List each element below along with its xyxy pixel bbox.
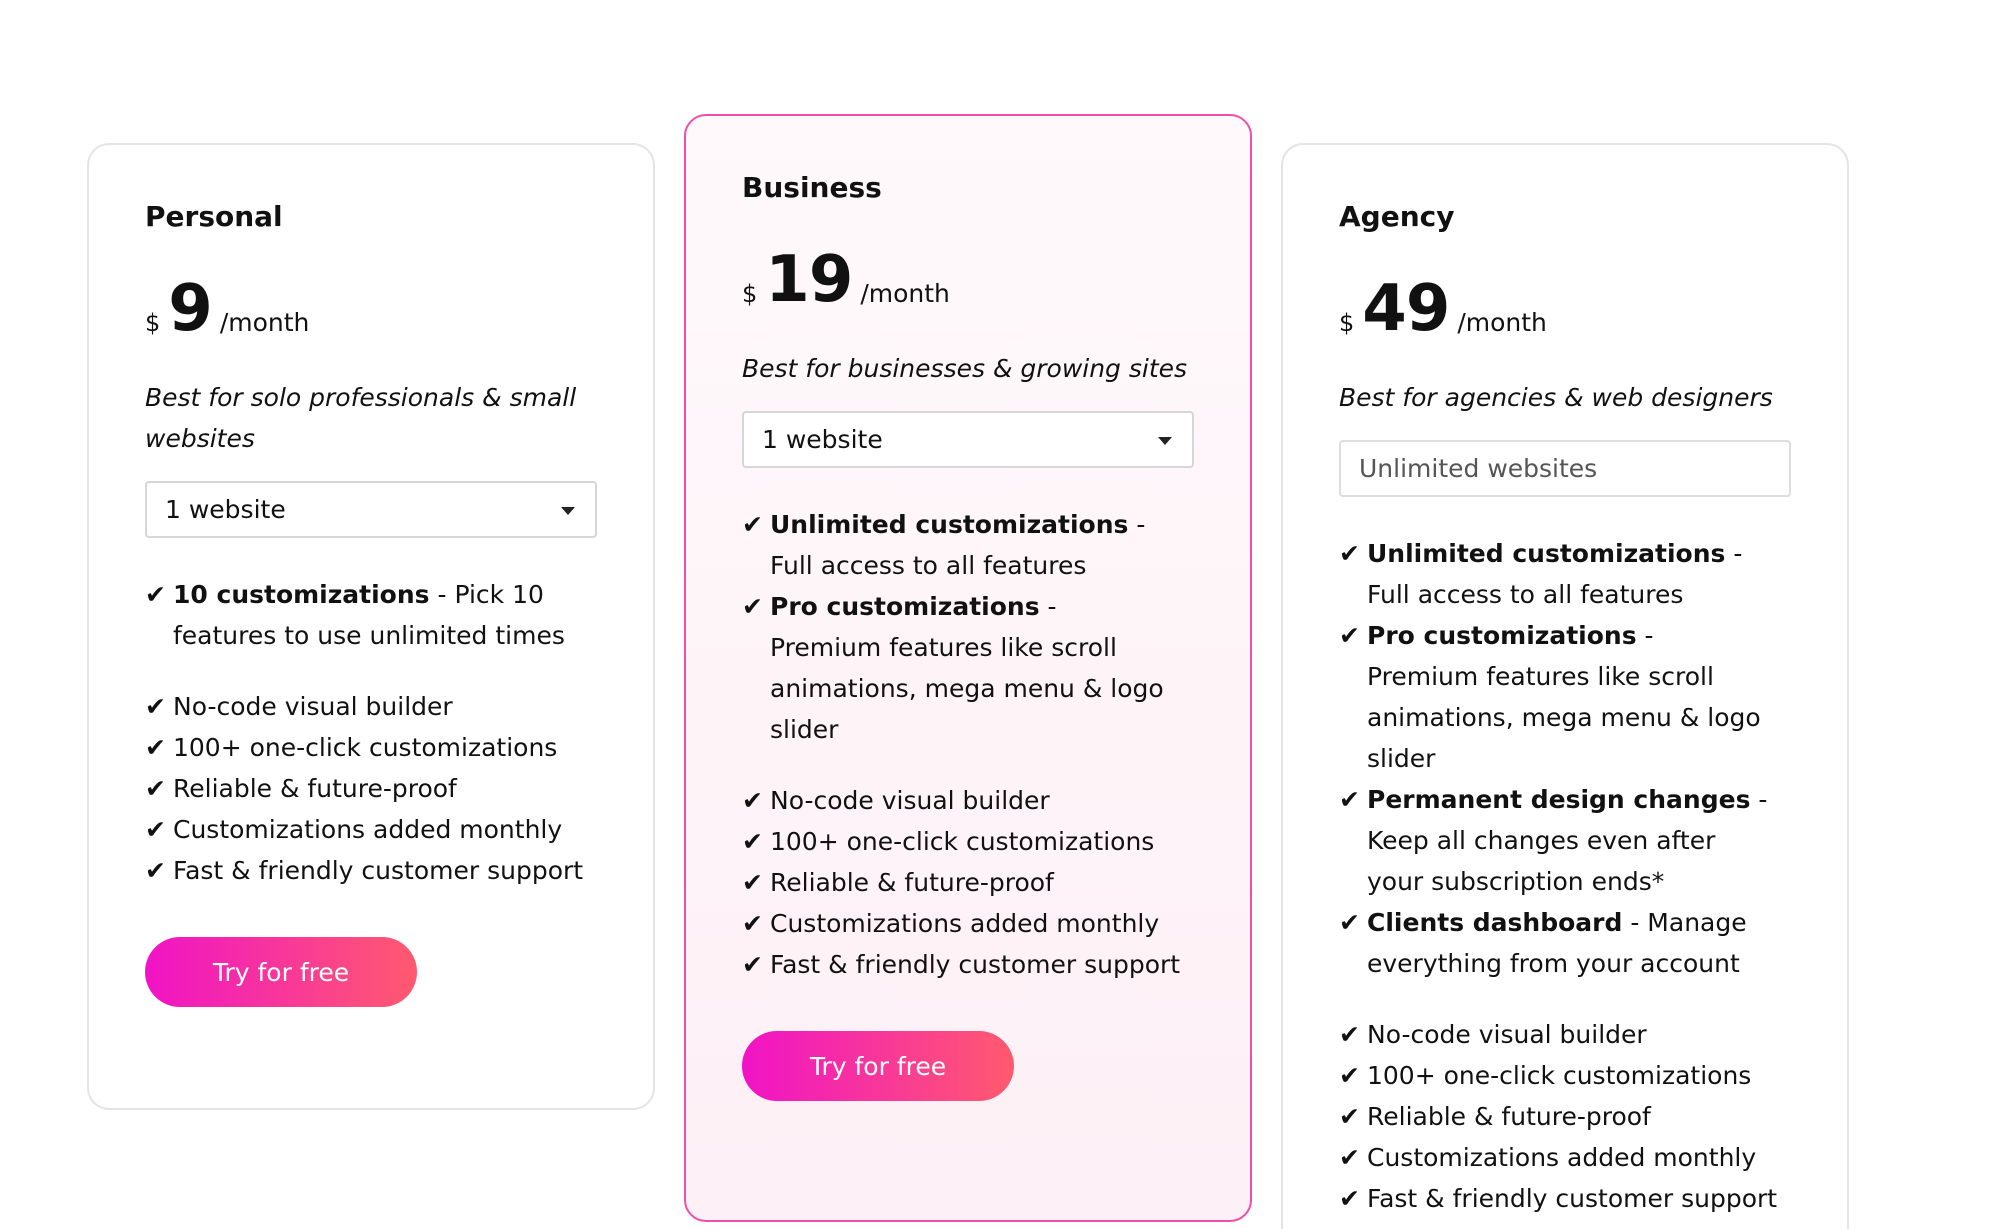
price-currency: $ <box>742 280 758 308</box>
highlight-list <box>1339 533 1769 984</box>
feature-item: ✔ 100+ one-click customizations <box>742 821 1212 862</box>
plan-card-agency <box>1281 143 1849 1229</box>
check-icon: ✔ <box>742 827 763 856</box>
select-value: Unlimited websites <box>1359 454 1598 483</box>
highlight-item: ✔ Clients dashboard - Manage everything from your account <box>1339 902 1769 984</box>
highlight-item: ✔ Pro customizations - Premium features like scroll animations, mega menu & logo slider <box>1339 615 1769 779</box>
plan-tagline: Best for agencies & web designers <box>1339 383 1773 412</box>
check-icon: ✔ <box>1339 1061 1360 1090</box>
check-icon: ✔ <box>1339 1184 1360 1213</box>
select-value: 1 website <box>762 425 883 454</box>
plan-card-personal <box>87 143 655 1110</box>
feature-item: ✔ Fast & friendly customer support <box>145 850 615 891</box>
check-icon: ✔ <box>1339 908 1360 937</box>
feature-item: ✔ Reliable & future-proof <box>742 862 1212 903</box>
website-count-select[interactable] <box>742 411 1194 468</box>
caret-down-icon <box>1158 437 1172 445</box>
feature-item: ✔ Customizations added monthly <box>145 809 615 850</box>
feature-item: ✔ Fast & friendly customer support <box>742 944 1212 985</box>
website-count-field <box>1339 440 1791 497</box>
check-icon: ✔ <box>145 815 166 844</box>
feature-item: ✔ Fast & friendly customer support <box>1339 1178 1809 1219</box>
check-icon: ✔ <box>742 909 763 938</box>
check-icon: ✔ <box>742 592 763 621</box>
feature-list <box>742 780 1212 985</box>
try-for-free-button[interactable]: Try for free <box>145 937 417 1007</box>
plan-card-business <box>684 114 1252 1222</box>
plan-tagline: Best for solo professionals & small websites <box>145 383 577 453</box>
check-icon: ✔ <box>1339 621 1360 650</box>
feature-list <box>1339 1014 1809 1219</box>
highlight-item: ✔ Pro customizations - Premium features like scroll animations, mega menu & logo slider <box>742 586 1172 750</box>
price-period: /month <box>860 279 950 308</box>
price-period: /month <box>1457 308 1547 337</box>
price-amount: 49 <box>1362 272 1450 346</box>
price <box>1339 257 1809 347</box>
check-icon: ✔ <box>1339 1143 1360 1172</box>
select-value: 1 website <box>165 495 286 524</box>
check-icon: ✔ <box>742 868 763 897</box>
highlight-item: ✔ 10 customizations - Pick 10 features to use unlimited times <box>145 574 565 656</box>
feature-item: ✔ 100+ one-click customizations <box>145 727 615 768</box>
check-icon: ✔ <box>145 733 166 762</box>
check-icon: ✔ <box>145 774 166 803</box>
check-icon: ✔ <box>742 786 763 815</box>
price-amount: 9 <box>168 272 212 346</box>
highlight-list <box>145 574 565 656</box>
plan-name: Agency <box>1339 200 1455 233</box>
website-count-select[interactable] <box>145 481 597 538</box>
check-icon: ✔ <box>145 856 166 885</box>
highlight-item: ✔ Permanent design changes - Keep all changes even after your subscription ends* <box>1339 779 1769 902</box>
plan-name: Personal <box>145 200 283 233</box>
feature-item: ✔ Customizations added monthly <box>742 903 1212 944</box>
price <box>742 228 1212 318</box>
feature-item: ✔ Reliable & future-proof <box>1339 1096 1809 1137</box>
price-currency: $ <box>1339 309 1355 337</box>
caret-down-icon <box>561 507 575 515</box>
feature-list <box>145 686 615 891</box>
highlight-item: ✔ Unlimited customizations - Full access to all features <box>1339 533 1769 615</box>
feature-item: ✔ No-code visual builder <box>145 686 615 727</box>
price-currency: $ <box>145 309 161 337</box>
plan-name: Business <box>742 171 882 204</box>
check-icon: ✔ <box>1339 1102 1360 1131</box>
check-icon: ✔ <box>1339 539 1360 568</box>
check-icon: ✔ <box>1339 785 1360 814</box>
highlight-item: ✔ Unlimited customizations - Full access to all features <box>742 504 1172 586</box>
highlight-list <box>742 504 1172 750</box>
feature-item: ✔ Reliable & future-proof <box>145 768 615 809</box>
try-for-free-button[interactable]: Try for free <box>742 1031 1014 1101</box>
feature-item: ✔ Customizations added monthly <box>1339 1137 1809 1178</box>
check-icon: ✔ <box>145 692 166 721</box>
plan-tagline: Best for businesses & growing sites <box>742 354 1188 383</box>
price-amount: 19 <box>765 243 853 317</box>
check-icon: ✔ <box>145 580 166 609</box>
feature-item: ✔ 100+ one-click customizations <box>1339 1055 1809 1096</box>
price-period: /month <box>219 308 310 337</box>
feature-item: ✔ No-code visual builder <box>742 780 1212 821</box>
check-icon: ✔ <box>742 950 763 979</box>
check-icon: ✔ <box>742 510 763 539</box>
price <box>145 257 615 347</box>
check-icon: ✔ <box>1339 1020 1360 1049</box>
feature-item: ✔ No-code visual builder <box>1339 1014 1809 1055</box>
